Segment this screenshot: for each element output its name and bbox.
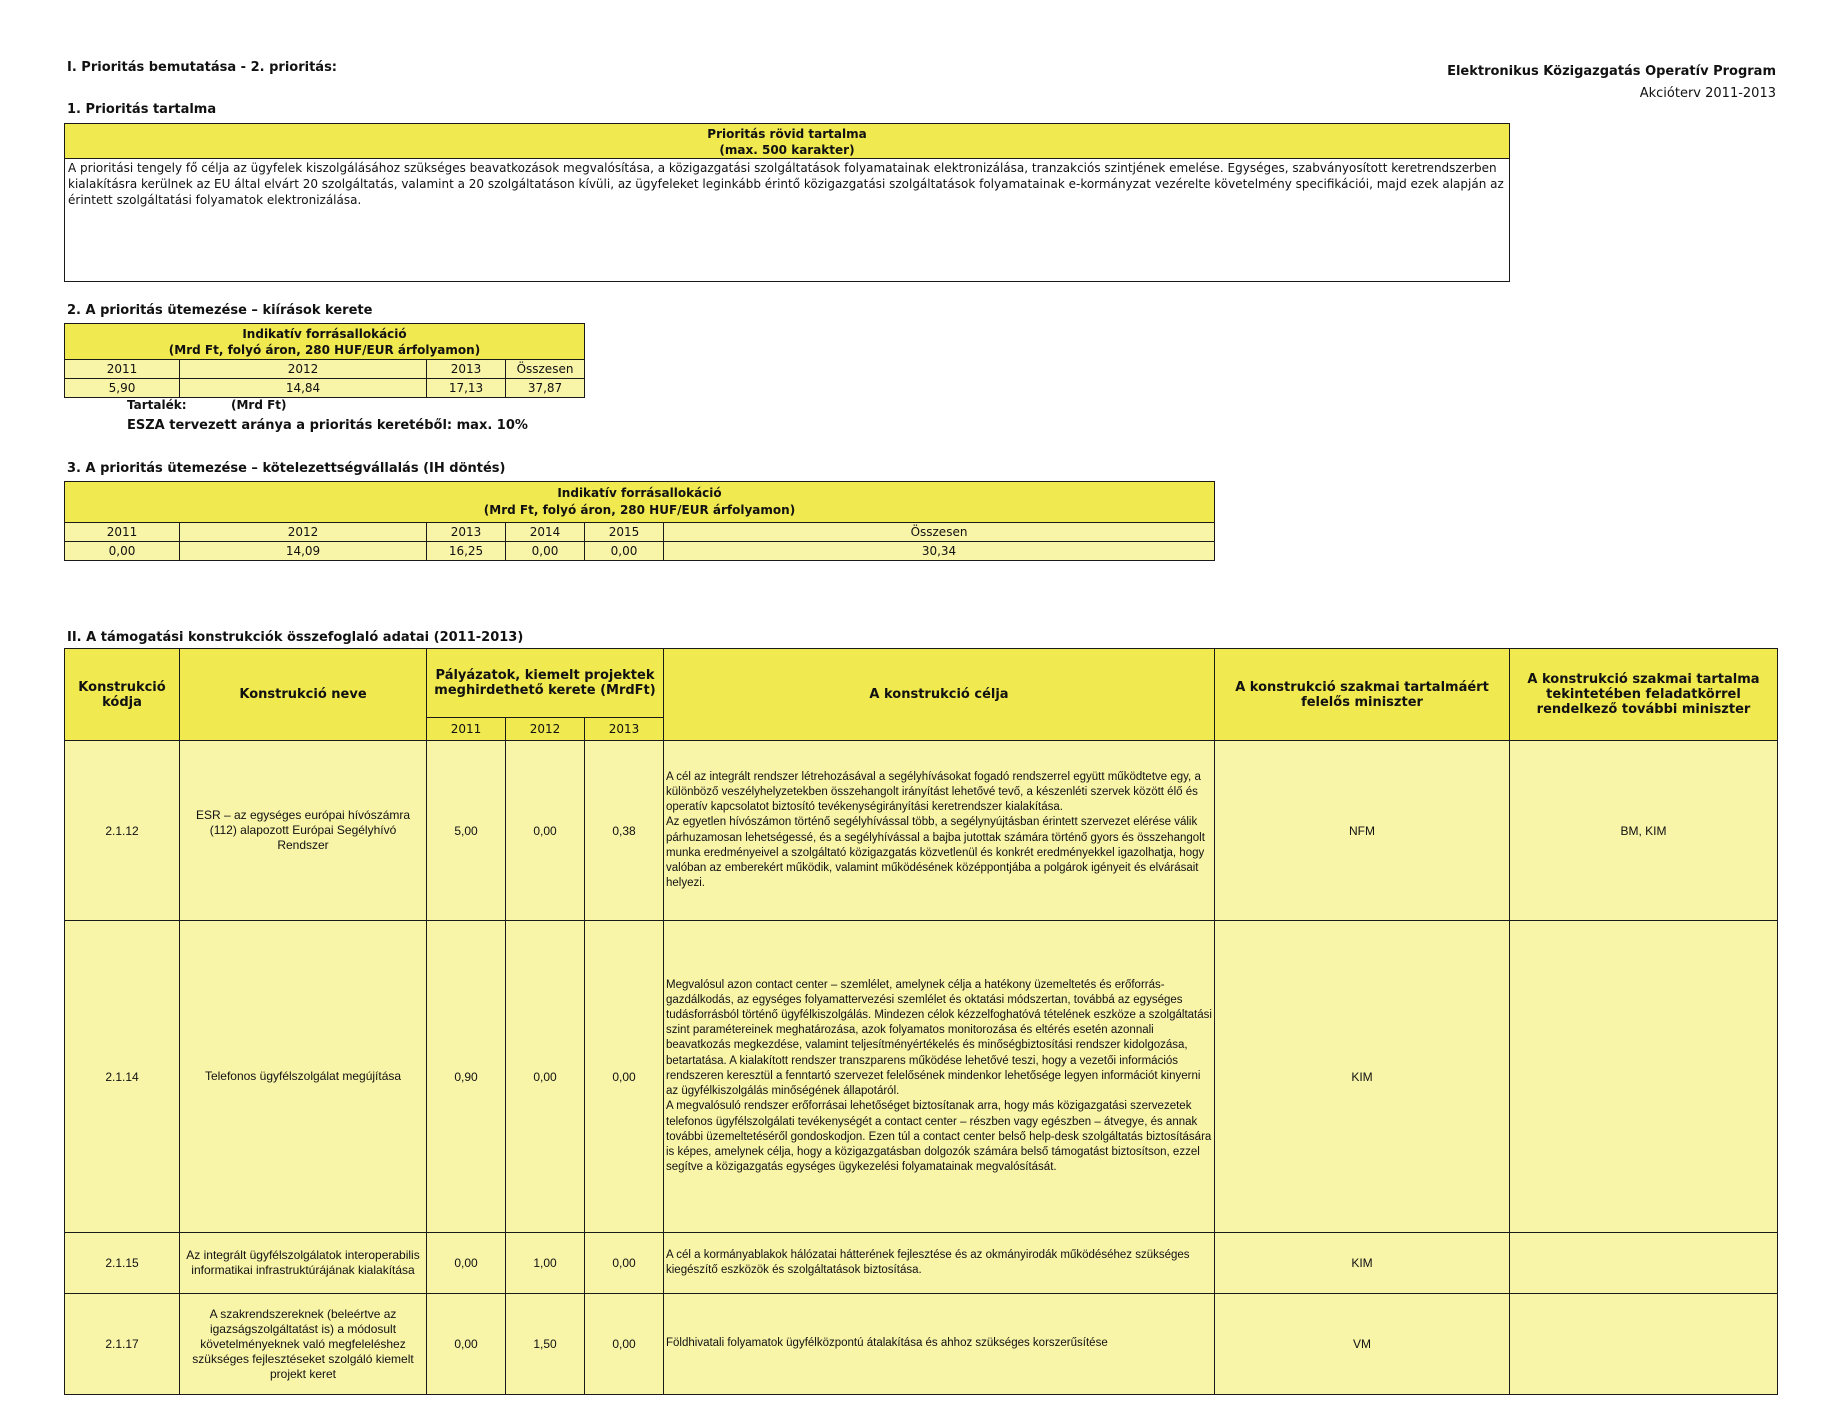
row-other-minister: BM, KIM xyxy=(1510,741,1778,921)
table-row xyxy=(65,1233,1778,1294)
col-year-2013: 2013 xyxy=(427,523,506,542)
row-code: 2.1.12 xyxy=(65,741,180,921)
row-2012: 0,00 xyxy=(506,921,585,1233)
row-2012: 1,00 xyxy=(506,1233,585,1294)
col-year-2011: 2011 xyxy=(65,360,180,379)
row-code: 2.1.14 xyxy=(65,921,180,1233)
row-minister: KIM xyxy=(1215,921,1510,1233)
constructions-table xyxy=(64,648,1778,1395)
section2-title: 2. A prioritás ütemezése – kiírások kerete xyxy=(67,303,373,318)
row-name: ESR – az egységes európai hívószámra (112) alapozott Európai Segélyhívó Rendszer xyxy=(180,741,427,921)
col-year-2014: 2014 xyxy=(506,523,585,542)
table-row xyxy=(65,921,1778,1233)
row-2013: 0,00 xyxy=(585,1294,664,1395)
program-name: Elektronikus Közigazgatás Operatív Program xyxy=(1447,64,1776,79)
row-code: 2.1.17 xyxy=(65,1294,180,1395)
row-goal: A cél a kormányablakok hálózatai hátterének fejlesztése és az okmányirodák működéséhez szükséges kiegészítő eszközök és szolgáltatások biztosítása. xyxy=(664,1233,1215,1294)
allocation-header xyxy=(65,324,585,360)
row-minister: KIM xyxy=(1215,1233,1510,1294)
value-2012: 14,84 xyxy=(180,379,427,398)
header-year-2013: 2013 xyxy=(585,718,664,741)
row-2011: 0,00 xyxy=(427,1294,506,1395)
row-2012: 0,00 xyxy=(506,741,585,921)
reserve-label: Tartalék: xyxy=(127,398,187,412)
col-year-2015: 2015 xyxy=(585,523,664,542)
page-title: I. Prioritás bemutatása - 2. prioritás: xyxy=(67,60,338,75)
value-2011: 5,90 xyxy=(65,379,180,398)
value-total: 30,34 xyxy=(664,542,1215,561)
value-2014: 0,00 xyxy=(506,542,585,561)
section3-title: 3. A prioritás ütemezése – kötelezettségvállalás (IH döntés) xyxy=(67,461,506,476)
col-year-2011: 2011 xyxy=(65,523,180,542)
value-2012: 14,09 xyxy=(180,542,427,561)
section-ii-title: II. A támogatási konstrukciók összefoglaló adatai (2011-2013) xyxy=(67,630,524,645)
row-other-minister xyxy=(1510,921,1778,1233)
col-year-2012: 2012 xyxy=(180,523,427,542)
header-year-2012: 2012 xyxy=(506,718,585,741)
commitment-header-line1: Indikatív forrásallokáció xyxy=(557,486,722,500)
row-name: Telefonos ügyfélszolgálat megújítása xyxy=(180,921,427,1233)
priority-summary-box xyxy=(64,123,1510,282)
header-code: Konstrukció kódja xyxy=(65,649,180,741)
row-minister: NFM xyxy=(1215,741,1510,921)
header-budget: Pályázatok, kiemelt projektek meghirdethető kerete (MrdFt) xyxy=(427,649,664,718)
header-other-minister: A konstrukció szakmai tartalma tekintetében feladatkörrel rendelkező további miniszter xyxy=(1510,649,1778,741)
row-2011: 5,00 xyxy=(427,741,506,921)
col-year-2012: 2012 xyxy=(180,360,427,379)
col-total: Összesen xyxy=(664,523,1215,542)
priority-summary-header-line1: Prioritás rövid tartalma xyxy=(707,127,867,141)
header-year-2011: 2011 xyxy=(427,718,506,741)
header-goal: A konstrukció célja xyxy=(664,649,1215,741)
row-other-minister xyxy=(1510,1233,1778,1294)
table-row xyxy=(65,1294,1778,1395)
row-code: 2.1.15 xyxy=(65,1233,180,1294)
col-year-2013: 2013 xyxy=(427,360,506,379)
value-total: 37,87 xyxy=(506,379,585,398)
reserve-unit: (Mrd Ft) xyxy=(231,398,287,412)
row-2013: 0,38 xyxy=(585,741,664,921)
row-2012: 1,50 xyxy=(506,1294,585,1395)
row-name: Az integrált ügyfélszolgálatok interoperabilis informatikai infrastruktúrájának kialakítása xyxy=(180,1233,427,1294)
priority-summary-text: A prioritási tengely fő célja az ügyfelek kiszolgálásához szükséges beavatkozások megvalósítása, a közigazgatási szolgáltatások folyamatainak elektronizálása, tranzakciós szintjének emelése. Egységes, szabványosított keretrendszerben kialakításra kerülnek az EU által elvárt 20 szolgáltatás, valamint a 20 szolgáltatáson kívüli, az ügyfeleket leginkább érintő közigazgatási szolgáltatások folyamatainak e-kormányzat vezérelte követelmény specifikációi, majd ezek alapján az érintett szolgáltatási folyamatok elektronizálása. xyxy=(64,158,1510,282)
value-2013: 16,25 xyxy=(427,542,506,561)
section1-title: 1. Prioritás tartalma xyxy=(67,102,217,117)
row-other-minister xyxy=(1510,1294,1778,1395)
row-minister: VM xyxy=(1215,1294,1510,1395)
table-row xyxy=(65,741,1778,921)
commitment-header xyxy=(65,482,1215,523)
row-2011: 0,00 xyxy=(427,1233,506,1294)
action-plan-label: Akcióterv 2011-2013 xyxy=(1639,86,1776,101)
row-goal: A cél az integrált rendszer létrehozásával a segélyhívásokat fogadó rendszerrel együtt működtetve egy, a különböző veszélyhelyzetekben összehangolt irányítást lehetővé tevő, a készenléti szervek között élő és operatív kapcsolatot biztosító tevékenységirányítási keretrendszer kialakítása. Az egyetlen hívószámon történő segélyhívással több, a segélynyújtásban érintett szervezet elérése válik párhuzamosan lehetségessé, és a segélyhívással a bajba jutottak számára történő gyors és összehangolt munka eredményeivel a szolgáltató közigazgatás közvetlenül és konkrét eredményekkel igazolhatja, hogy valóban az emberekért működik, valamint működésének középpontjába a polgárok igényeit és elvárásait helyezi. xyxy=(664,741,1215,921)
header-name: Konstrukció neve xyxy=(180,649,427,741)
commitment-header-line2: (Mrd Ft, folyó áron, 280 HUF/EUR árfolyamon) xyxy=(483,503,796,517)
allocation-header-line1: Indikatív forrásallokáció xyxy=(242,326,407,341)
priority-summary-header-line2: (max. 500 karakter) xyxy=(719,143,855,157)
priority-summary-header xyxy=(64,123,1510,158)
row-goal: Földhivatali folyamatok ügyfélközpontú átalakítása és ahhoz szükséges korszerűsítése xyxy=(664,1294,1215,1395)
allocation-header-line2: (Mrd Ft, folyó áron, 280 HUF/EUR árfolyamon) xyxy=(168,342,481,357)
row-name: A szakrendszereknek (beleértve az igazságszolgáltatást is) a módosult követelményeknek való megfeleléshez szükséges fejlesztéseket szolgáló kiemelt projekt keret xyxy=(180,1294,427,1395)
row-2013: 0,00 xyxy=(585,1233,664,1294)
row-2013: 0,00 xyxy=(585,921,664,1233)
col-total: Összesen xyxy=(506,360,585,379)
header-minister: A konstrukció szakmai tartalmáért felelős miniszter xyxy=(1215,649,1510,741)
value-2011: 0,00 xyxy=(65,542,180,561)
row-goal: Megvalósul azon contact center – szemlélet, amelynek célja a hatékony üzemeltetés és erőforrás-gazdálkodás, az egységes folyamattervezési szemlélet és oktatási módszertan, továbbá az egységes tudásforrásból történő ügyfélkiszolgálás. Mindezen célok kézzelfoghatóvá tételének eszköze a szolgáltatási szint paramétereinek meghatározása, azok folyamatos monitorozása és eltérés esetén azonnali beavatkozás megkezdése, valamint teljesítményértékelés és minőségbiztosítási rendszer kidolgozása, betartatása. A kialakított rendszer transzparens működése lehetővé teszi, hogy a vezetői információs rendszeren keresztül a fenntartó szervezet felelősének mindenkor lehetősége legyen információt kinyerni az ügyfélkiszolgálás minőségének állapotáról. A megvalósuló rendszer erőforrásai lehetőséget biztosítanak arra, hogy más közigazgatási szervezetek telefonos ügyfélszolgálati tevékenységét a contact center – részben vagy egészben – átvegye, és annak további üzemeltetéséről gondoskodjon. Ezen túl a contact center belső help-desk szolgáltatás biztosítására is képes, amelynek célja, hogy a közigazgatásban dolgozók számára belső támogatást biztosítson, ezzel segítve a közigazgatás egységes ügykezelési folyamatainak megvalósítását. xyxy=(664,921,1215,1233)
esza-note: ESZA tervezett aránya a prioritás keretéből: max. 10% xyxy=(127,418,528,433)
value-2013: 17,13 xyxy=(427,379,506,398)
allocation-table-calls xyxy=(64,323,585,398)
value-2015: 0,00 xyxy=(585,542,664,561)
row-2011: 0,90 xyxy=(427,921,506,1233)
allocation-table-commitments xyxy=(64,481,1215,561)
